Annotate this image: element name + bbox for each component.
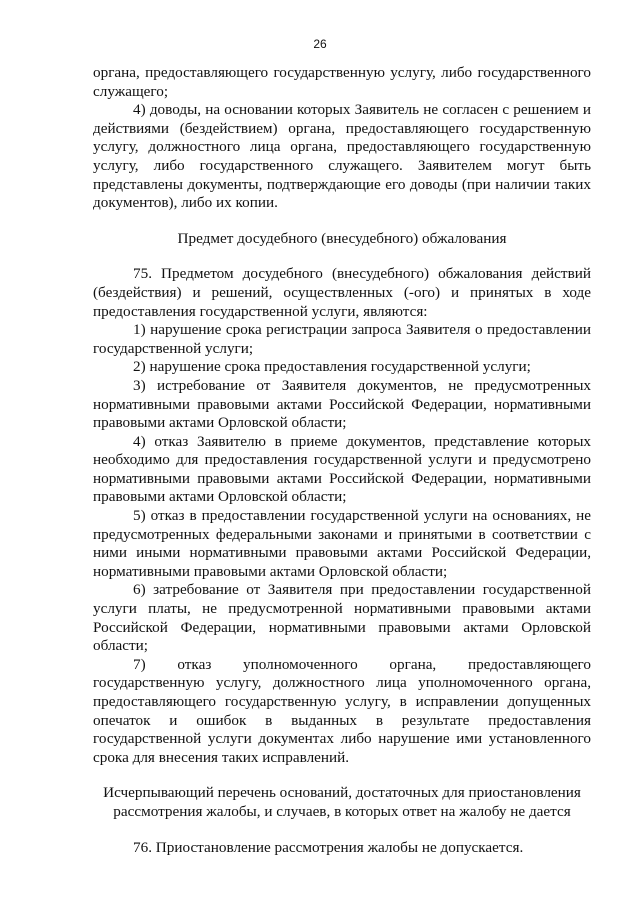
page-number: 26 [313, 37, 327, 51]
list-item: 3) истребование от Заявителя документов, не предусмотренных нормативными правовыми актами Российской Федерации, нормативными правовыми актами Орловской области; [93, 376, 591, 432]
list-item: 4) отказ Заявителю в приеме документов, представление которых необходимо для предоставления государственной услуги и предусмотрено нормативными правовыми актами Российской Федерации, нормативными правовыми актами Орловской области; [93, 432, 591, 506]
paragraph-75: 75. Предметом досудебного (внесудебного) обжалования действий (бездействия) и решений, осуществленных (-ого) и принятых в ходе предоставления государственной услуги, являются: [93, 265, 591, 320]
section-heading-suspension-grounds: Исчерпывающий перечень оснований, достаточных для приостановления рассмотрения жалобы, и случаев, в которых ответ на жалобу не дается [103, 784, 581, 820]
section-heading-appeal-subject: Предмет досудебного (внесудебного) обжалования [177, 229, 507, 247]
list-item: 7) отказ уполномоченного органа, предоставляющего государственную услугу, должностного лица уполномоченного органа, предоставляющего государственную услугу, в исправлении допущенных опечаток и ошибок в выданных в результате предоставления государственной услуги документах либо нарушение ими установленного срока для внесения таких исправлений. [93, 655, 591, 766]
document-body [93, 64, 591, 857]
paragraph-76: 76. Приостановление рассмотрения жалобы не допускается. [133, 838, 524, 856]
paragraph-continuation: органа, предоставляющего государственную услугу, либо государственного служащего; [93, 64, 591, 100]
list-item-4-complaint-content: 4) доводы, на основании которых Заявитель не согласен с решением и действиями (бездействием) органа, предоставляющего государственную услугу, должностного лица органа, предоставляющего государственную услугу, либо государственного служащего. Заявителем могут быть представлены документы, подтверждающие его доводы (при наличии таких документов), либо их копии. [93, 101, 591, 212]
list-item: 6) затребование от Заявителя при предоставлении государственной услуги платы, не предусмотренной нормативными правовыми актами Российской Федерации, нормативными правовыми актами Орловской области; [93, 581, 591, 655]
list-item: 1) нарушение срока регистрации запроса Заявителя о предоставлении государственной услуги; [93, 321, 591, 357]
list-item: 5) отказ в предоставлении государственной услуги на основаниях, не предусмотренных федеральными законами и принятыми в соответствии с ними иными нормативными правовыми актами Российской Федерации, нормативными правовыми актами Орловской области; [93, 507, 591, 580]
list-item: 2) нарушение срока предоставления государственной услуги; [133, 358, 531, 376]
